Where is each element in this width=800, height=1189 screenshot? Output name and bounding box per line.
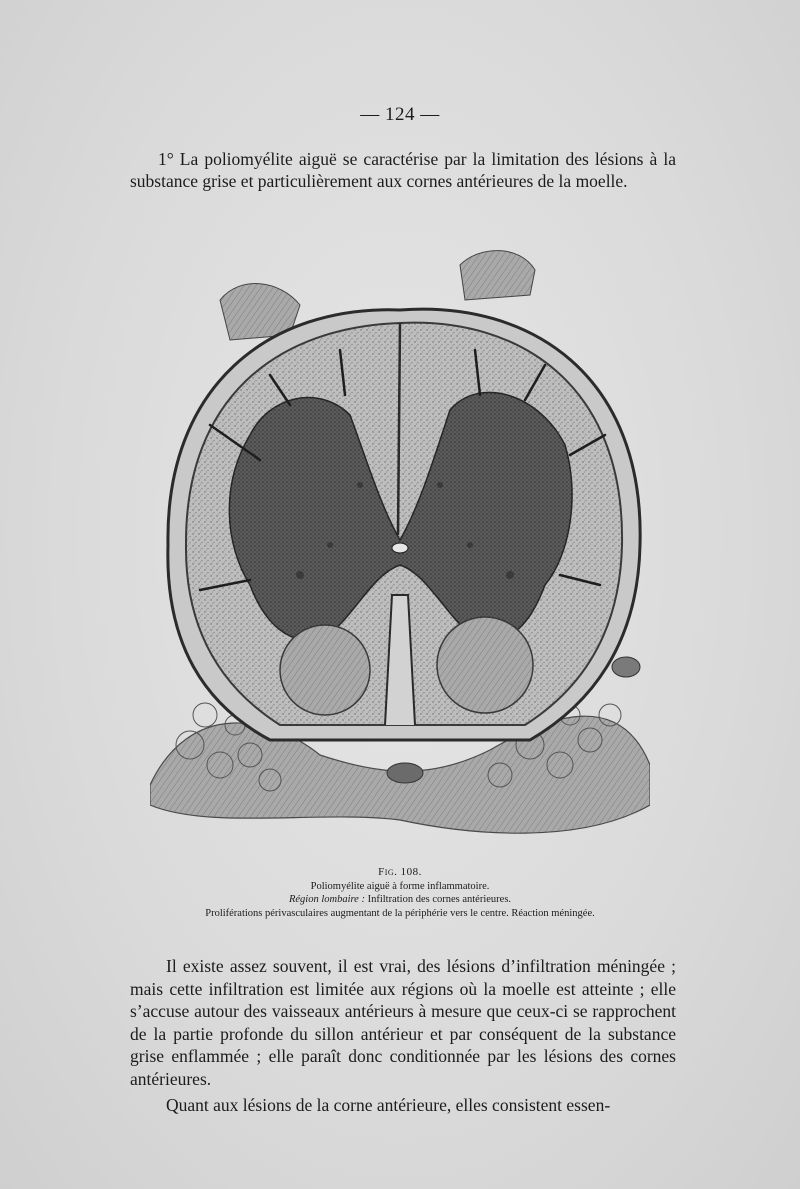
figure-caption	[110, 866, 690, 920]
intro-paragraph-text: 1° La poliomyélite aiguë se caractérise par la limitation des lésions à la substance grise et particulièrement aux cornes antérieures de la moelle.	[130, 149, 676, 191]
caption-region-text: Infiltration des cornes antérieures.	[364, 894, 512, 905]
page-number: — 124 —	[360, 104, 440, 125]
spinal-cord-cross-section-illustration	[150, 245, 650, 860]
caption-line-1: Poliomyélite aiguë à forme inflammatoire.	[310, 880, 490, 892]
figure-label: Fig. 108.	[378, 866, 422, 878]
intro-paragraph	[130, 148, 676, 192]
body-text	[130, 955, 676, 1117]
caption-line-3: Proliférations périvasculaires augmentant de la périphérie vers le centre. Réaction méningée.	[205, 907, 595, 919]
caption-line-2	[110, 893, 690, 907]
body-paragraph-2: Quant aux lésions de la corne antérieure, elles consistent essen-	[166, 1095, 611, 1115]
caption-region-label: Région lombaire :	[288, 894, 365, 905]
body-paragraph-1: Il existe assez souvent, il est vrai, des lésions d’infiltration méningée ; mais cette infiltration est limitée aux régions où la moelle est atteinte ; elle s’accuse autour des vaisseaux antérieurs à mesure que ceux-ci se rapprochent de la partie profonde du sillon antérieur et par conséquent de la substance grise enflammée ; elle paraît donc conditionnée par les lésions des cornes antérieures.	[130, 956, 676, 1089]
